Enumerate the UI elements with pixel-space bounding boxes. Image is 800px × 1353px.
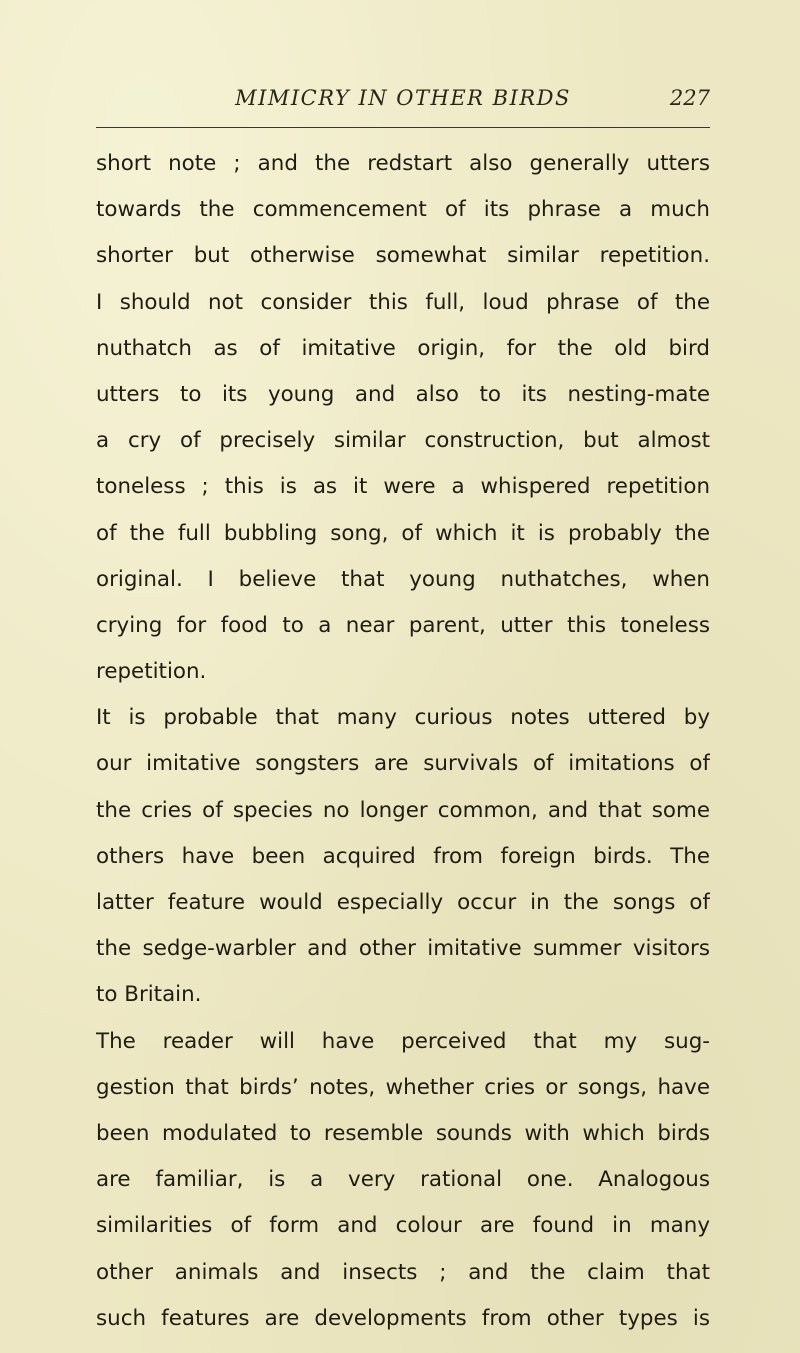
- text-line: nuthatch as of imitative origin, for the old bird: [96, 335, 710, 361]
- running-head: [96, 86, 710, 126]
- text-line: similarities of form and colour are found in many: [96, 1213, 710, 1239]
- text-line: our imitative songsters are survivals of imitations of: [96, 751, 710, 777]
- text-line: original. I believe that young nuthatches, when: [96, 566, 710, 592]
- text-line: been modulated to resemble sounds with which birds: [96, 1120, 710, 1146]
- text-line: It is probable that many curious notes uttered by: [96, 705, 710, 731]
- text-line: crying for food to a near parent, utter this toneless: [96, 612, 710, 638]
- text-line: towards the commencement of its phrase a much: [96, 197, 710, 223]
- running-title: MIMICRY IN OTHER BIRDS: [235, 86, 571, 110]
- text-line: repetition.: [96, 659, 207, 685]
- text-line: short note ; and the redstart also generally utters: [96, 151, 710, 176]
- body-text: [96, 141, 710, 1342]
- text-line: are familiar, is a very rational one. Analogous: [96, 1167, 710, 1193]
- text-line: the cries of species no longer common, and that some: [96, 797, 710, 823]
- text-line: a cry of precisely similar construction, but almost: [96, 428, 710, 454]
- text-line: to Britain.: [96, 982, 202, 1008]
- text-line: such features are developments from other types is: [96, 1305, 710, 1331]
- text-line: latter feature would especially occur in the songs of: [96, 890, 710, 915]
- text-line: I should not consider this full, loud phrase of the: [96, 289, 710, 315]
- page-number: 227: [669, 86, 710, 110]
- text-line: The reader will have perceived that my sug-: [96, 1028, 710, 1054]
- text-line: the sedge-warbler and other imitative summer visitors: [96, 936, 710, 962]
- text-line: of the full bubbling song, of which it is probably the: [96, 520, 710, 546]
- header-rule: [96, 127, 710, 128]
- text-line: shorter but otherwise somewhat similar repetition.: [96, 243, 710, 269]
- text-line: others have been acquired from foreign birds. The: [96, 843, 710, 869]
- text-line: utters to its young and also to its nesting-mate: [96, 381, 710, 407]
- text-line: toneless ; this is as it were a whispered repetition: [96, 474, 710, 500]
- text-line: gestion that birds’ notes, whether cries or songs, have: [96, 1074, 710, 1100]
- text-line: other animals and insects ; and the claim that: [96, 1259, 710, 1285]
